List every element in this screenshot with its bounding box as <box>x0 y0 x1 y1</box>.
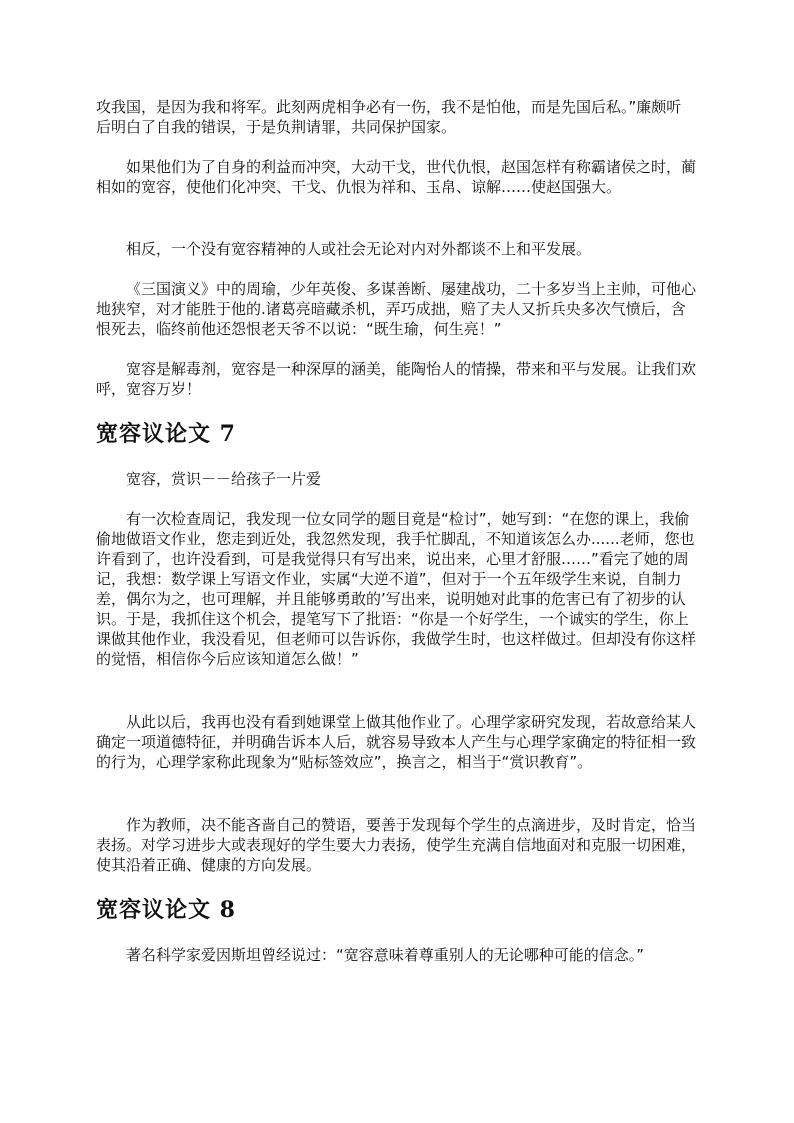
paragraph: 宽容，赏识－－给孩子一片爱 <box>126 470 322 488</box>
paragraph: 有一次检查周记，我发现一位女同学的题目竟是“检讨”，她写到：“在您的课上，我偷偷地做语文作业，您走到近处，我忽然发现，我手忙脚乱，不知道该怎么办......老师，您也许看到了，也许没看到，可是我觉得只有写出来，说出来，心里才舒服……”看完了她的周记，我想：数学课上写语文作业，实属“大逆不道”，但对于一个五年级学生来说，自制力差，偶尔为之，也可理解，并且能够勇敢的’写出来，说明她对此事的危害已有了初步的认识。于是，我抓住这个机会，提笔写下了批语：“你是一个好学生，一个诚实的学生，你上课做其他作业，我没看见，但老师可以告诉你，我做学生时，也这样做过。但却没有你这样的觉悟，相信你今后应该知道怎么做！” <box>96 510 697 668</box>
paragraph: 攻我国，是因为我和将军。此刻两虎相争必有一伤，我不是怕他，而是先国后私。”廉颇听后明白了自我的错误，于是负荆请罪，共同保护国家。 <box>96 98 682 136</box>
paragraph: 著名科学家爱因斯坦曾经说过：“宽容意味着尊重别人的无论哪种可能的信念。” <box>126 946 645 964</box>
section-heading: 宽容议论文 7 <box>96 421 236 447</box>
paragraph: 《三国演义》中的周瑜，少年英俊、多谋善断、屡建战功，二十多岁当上主帅，可他心地狭窄，对才能胜于他的.诸葛亮暗藏杀机，弄巧成拙，赔了夫人又折兵央多次气愤后，含恨死去，临终前他还怨恨老天爷不以说：“既生瑜，何生亮！” <box>96 280 697 338</box>
paragraph: 作为教师，决不能吝啬自己的赞语，要善于发现每个学生的点滴进步，及时肯定，恰当表扬。对学习进步大或表现好的学生要大力表扬，使学生充满自信地面对和克服一切困难，使其沿着正确、健康的方向发展。 <box>96 816 697 874</box>
paragraph: 如果他们为了自身的利益而冲突，大动干戈，世代仇恨，赵国怎样有称霸诸侯之时，蔺相如的宽容，使他们化冲突、干戈、仇恨为祥和、玉帛、谅解……使赵国强大。 <box>96 158 697 196</box>
paragraph: 宽容是解毒剂，宽容是一种深厚的涵美，能陶怡人的情操，带来和平与发展。让我们欢呼，宽容万岁！ <box>96 360 697 398</box>
section-heading: 宽容议论文 8 <box>96 897 236 923</box>
paragraph: 相反，一个没有宽容精神的人或社会无论对内对外都谈不上和平发展。 <box>126 240 592 258</box>
paragraph: 从此以后，我再也没有看到她课堂上做其他作业了。心理学家研究发现，若故意给某人确定一项道德特征，并明确告诉本人后，就容易导致本人产生与心理学家确定的特征相一致的行为，心理学家称此现象为“贴标签效应”，换言之，相当于“赏识教育”。 <box>96 713 697 771</box>
